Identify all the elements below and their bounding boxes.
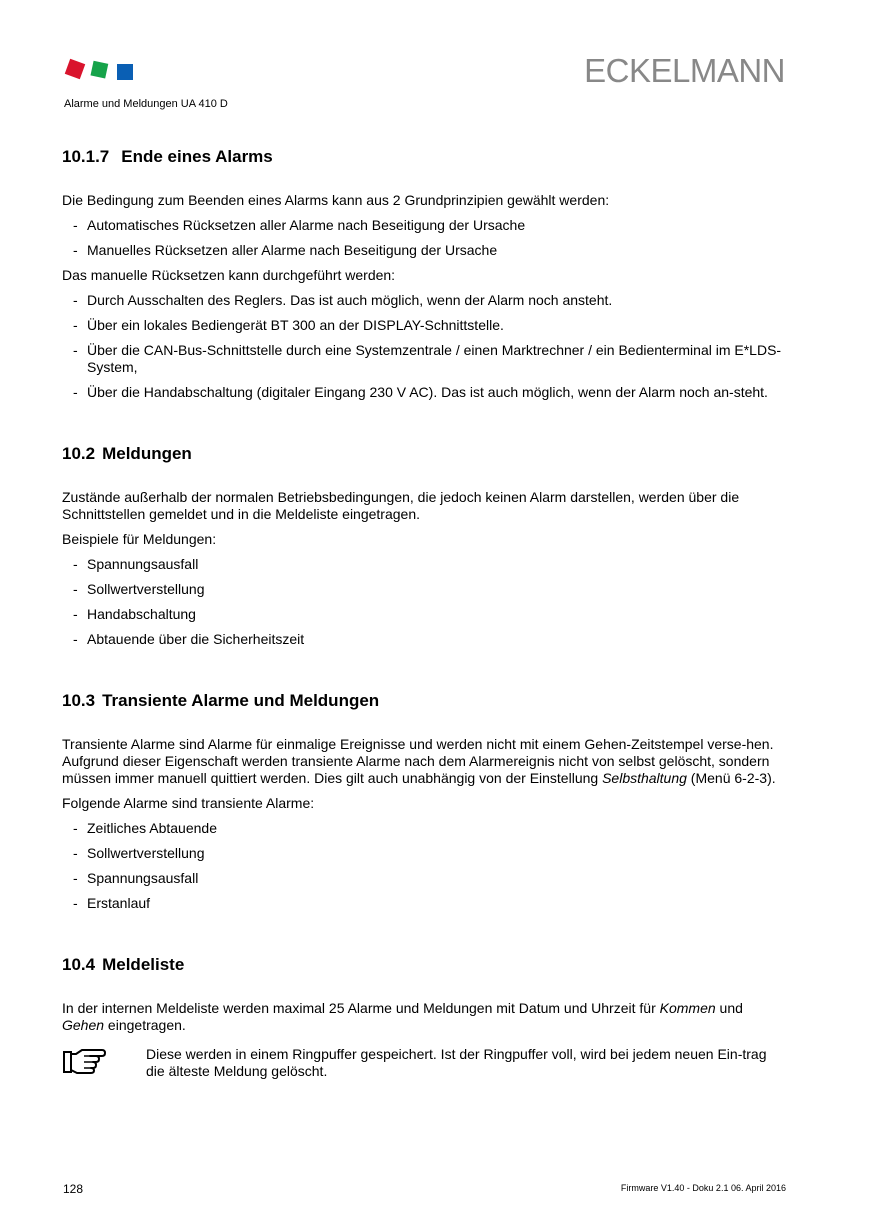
page-number: 128 bbox=[63, 1182, 84, 1196]
section-meldeliste bbox=[62, 954, 782, 1080]
dash-list bbox=[62, 556, 782, 648]
page-content bbox=[62, 146, 782, 1080]
brand-name: ECKELMANN bbox=[584, 52, 785, 89]
section-heading: 10.3 Transiente Alarme und Meldungen bbox=[62, 691, 380, 710]
eckelmann-logo bbox=[64, 58, 136, 82]
footer-version-date: Firmware V1.40 - Doku 2.1 06. April 2016 bbox=[620, 1183, 786, 1193]
pointing-hand-icon bbox=[62, 1046, 106, 1076]
section-heading: 10.2 Meldungen bbox=[62, 444, 192, 463]
section-heading: 10.4 Meldeliste bbox=[62, 955, 185, 974]
list-item: - Spannungsausfall bbox=[73, 556, 199, 572]
note-box bbox=[62, 1046, 782, 1080]
list-item: - Sollwertverstellung bbox=[73, 845, 205, 861]
list-item: - Über die Handabschaltung (digitaler Eingang 230 V AC). Das ist auch möglich, wenn der Alarm noch an-steht. bbox=[73, 384, 768, 400]
dash-list bbox=[62, 217, 782, 259]
list-item: - Über ein lokales Bediengerät BT 300 an der DISPLAY-Schnittstelle. bbox=[73, 317, 504, 333]
list-item: - Über die CAN-Bus-Schnittstelle durch eine Systemzentrale / einen Marktrechner / ein Bedienterminal im E*LDS-System, bbox=[73, 342, 782, 375]
section-meldungen bbox=[62, 443, 782, 648]
list-item: - Zeitliches Abtauende bbox=[73, 820, 217, 836]
paragraph: Zustände außerhalb der normalen Betriebsbedingungen, die jedoch keinen Alarm darstellen, werden über die Schnittstellen gemeldet und in die Meldeliste eingetragen. bbox=[62, 489, 740, 522]
paragraph: Transiente Alarme sind Alarme für einmalige Ereignisse und werden nicht mit einem Gehen-Zeitstempel verse-hen. Aufgrund dieser Eigenschaft werden transiente Alarme nach dem Alarmereignis nicht von selbst gelöscht, sondern müssen immer manuell quittiert werden. Dies gilt auch unabhängig von der Einstellung Selbsthaltung (Menü 6-2-3). bbox=[62, 736, 776, 786]
list-item: - Erstanlauf bbox=[73, 895, 151, 911]
dash-list bbox=[62, 820, 782, 912]
list-item: - Durch Ausschalten des Reglers. Das ist auch möglich, wenn der Alarm noch ansteht. bbox=[73, 292, 613, 308]
list-item: - Handabschaltung bbox=[73, 606, 196, 622]
dash-list bbox=[62, 292, 782, 401]
list-item: - Abtauende über die Sicherheitszeit bbox=[73, 631, 305, 647]
list-item: - Automatisches Rücksetzen aller Alarme nach Beseitigung der Ursache bbox=[73, 217, 526, 233]
section-ende-eines-alarms bbox=[62, 146, 782, 401]
list-item: - Manuelles Rücksetzen aller Alarme nach Beseitigung der Ursache bbox=[73, 242, 498, 258]
list-item: - Spannungsausfall bbox=[73, 870, 199, 886]
list-item: - Sollwertverstellung bbox=[73, 581, 205, 597]
paragraph: Folgende Alarme sind transiente Alarme: bbox=[62, 795, 315, 811]
paragraph: Die Bedingung zum Beenden eines Alarms kann aus 2 Grundprinzipien gewählt werden: bbox=[62, 192, 610, 208]
document-subtitle: Alarme und Meldungen UA 410 D bbox=[64, 98, 228, 110]
paragraph: In der internen Meldeliste werden maximal 25 Alarme und Meldungen mit Datum und Uhrzeit für Kommen und Gehen eingetragen. bbox=[62, 1000, 743, 1033]
section-heading: 10.1.7 Ende eines Alarms bbox=[62, 147, 273, 166]
section-transiente-alarme bbox=[62, 690, 782, 912]
paragraph: Beispiele für Meldungen: bbox=[62, 531, 217, 547]
paragraph: Das manuelle Rücksetzen kann durchgeführt werden: bbox=[62, 267, 396, 283]
note-text: Diese werden in einem Ringpuffer gespeichert. Ist der Ringpuffer voll, wird bei jedem neuen Ein-trag die älteste Meldung gelöscht. bbox=[146, 1046, 767, 1079]
